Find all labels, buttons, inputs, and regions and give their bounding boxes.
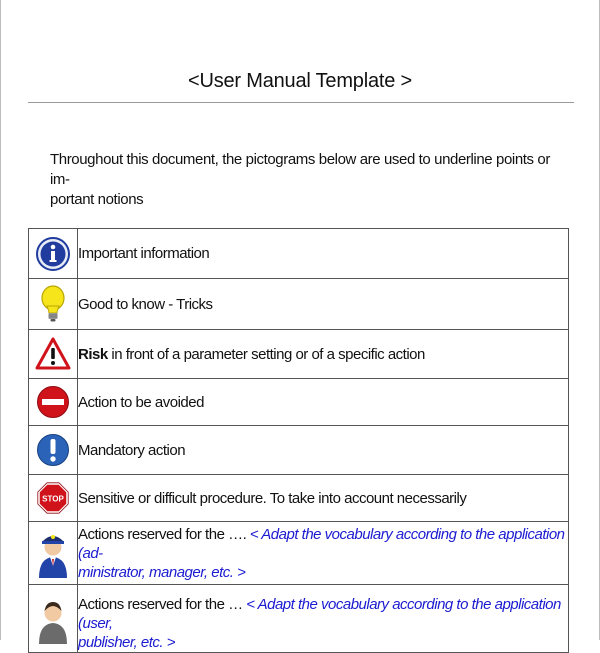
lightbulb-icon (40, 285, 66, 323)
row-text-line-1 (78, 525, 568, 563)
icon-cell (29, 279, 78, 330)
table-row (29, 475, 569, 522)
no-entry-icon (36, 385, 70, 419)
icon-cell (29, 522, 78, 585)
risk-label: Risk (78, 345, 108, 363)
icon-cell (29, 379, 78, 426)
risk-text: in front of a parameter setting or of a specific action (107, 345, 425, 363)
icon-cell (29, 426, 78, 475)
table-row (29, 522, 569, 585)
table-row (29, 426, 569, 475)
intro-line-2: portant notions (50, 191, 144, 208)
row-text: Sensitive or difficult procedure. To take into account necessarily (78, 475, 569, 522)
table-row (29, 229, 569, 279)
stop-sign-icon (37, 482, 69, 514)
row-text-prefix: Actions reserved for the … (78, 596, 247, 613)
intro-line-1: Throughout this document, the pictograms below are used to underline points or im- (50, 151, 550, 188)
table-row (29, 379, 569, 426)
icon-cell (29, 229, 78, 279)
pictogram-table (28, 228, 569, 653)
row-text: Good to know - Tricks (78, 279, 569, 330)
icon-cell (29, 330, 78, 379)
mandatory-exclamation-icon (36, 433, 70, 467)
row-text (78, 585, 569, 653)
svg-text:STOP: STOP (42, 494, 64, 504)
table-row (29, 279, 569, 330)
adapt-vocabulary-note: < Adapt the vocabulary according to the application (user, (78, 596, 561, 632)
row-text-prefix: Actions reserved for the …. (78, 525, 250, 543)
row-text (78, 330, 569, 379)
row-text-line-1 (78, 595, 568, 633)
intro-paragraph (50, 150, 550, 210)
row-text (78, 522, 569, 585)
icon-cell (29, 585, 78, 653)
user-icon (35, 594, 71, 644)
icon-cell (29, 475, 78, 522)
adapt-vocabulary-note: < Adapt the vocabulary according to the application (ad- (78, 525, 565, 562)
admin-user-icon (35, 528, 71, 578)
adapt-vocabulary-note-cont: ministrator, manager, etc. > (78, 563, 246, 581)
info-icon (36, 236, 70, 272)
document-title: <User Manual Template > (187, 70, 413, 92)
table-row (29, 585, 569, 653)
warning-triangle-icon (35, 337, 71, 371)
row-text: Action to be avoided (78, 379, 569, 426)
title-divider (28, 102, 574, 103)
row-text: Mandatory action (78, 426, 569, 475)
row-text: Important information (78, 229, 569, 279)
table-row (29, 330, 569, 379)
adapt-vocabulary-note-cont: publisher, etc. > (78, 634, 175, 651)
